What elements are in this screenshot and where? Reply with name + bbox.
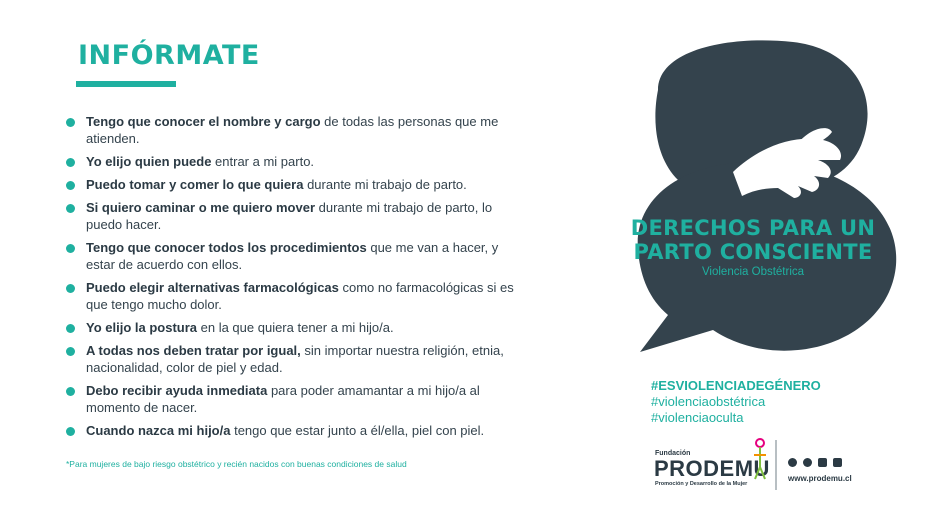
list-item bbox=[66, 423, 526, 440]
list-item bbox=[66, 240, 526, 273]
list-item bbox=[66, 343, 526, 376]
right-text: para poder amamantar a mi hijo/a al momento de nacer. bbox=[86, 383, 480, 415]
linkedin-icon[interactable] bbox=[833, 458, 842, 467]
bullet-icon bbox=[66, 158, 75, 167]
right-bold-text: Puedo tomar y comer lo que quiera bbox=[86, 177, 304, 193]
campaign-subtitle: Violencia Obstétrica bbox=[701, 266, 805, 278]
right-text: de todas las personas que me atienden. bbox=[86, 114, 499, 146]
list-item bbox=[66, 200, 526, 233]
right-text: sin importar nuestra religión, etnia, nacionalidad, color de piel y edad. bbox=[86, 343, 504, 375]
list-item bbox=[66, 154, 526, 171]
page-heading: INFÓRMATE bbox=[78, 40, 260, 71]
bullet-icon bbox=[66, 181, 75, 190]
bullet-icon bbox=[66, 118, 75, 127]
right-bold-text: A todas nos deben tratar por igual, bbox=[86, 343, 301, 359]
logo-tagline: Promoción y Desarrollo de la Mujer bbox=[655, 481, 748, 487]
list-item bbox=[66, 320, 526, 337]
right-bold-text: Tengo que conocer el nombre y cargo bbox=[86, 114, 321, 129]
right-text: en la que quiera tener a mi hijo/a. bbox=[197, 320, 394, 336]
heading-underline bbox=[76, 81, 176, 87]
website-link[interactable]: www.prodemu.cl bbox=[788, 474, 852, 483]
facebook-icon[interactable] bbox=[788, 458, 797, 467]
logo-figure-icon bbox=[752, 437, 768, 481]
right-text: durante mi trabajo de parto, lo puedo hacer. bbox=[86, 200, 493, 233]
right-bold-text: Puedo elegir alternativas farmacológicas bbox=[86, 280, 339, 296]
hashtag: #violenciaoculta bbox=[651, 410, 744, 425]
pregnant-belly-illustration bbox=[618, 30, 908, 362]
bullet-icon bbox=[66, 284, 75, 293]
hashtag: #violenciaobstétrica bbox=[651, 394, 766, 409]
bullet-icon bbox=[66, 204, 75, 213]
bullet-icon bbox=[66, 324, 75, 333]
bullet-icon bbox=[66, 387, 75, 396]
bullet-icon bbox=[66, 347, 75, 356]
right-bold-text: Tengo que conocer todos los procedimientos bbox=[86, 240, 367, 256]
logo-name: PRODEMU bbox=[654, 456, 770, 481]
right-text: que me van a hacer, y estar de acuerdo con ellos. bbox=[86, 240, 499, 272]
right-bold-text: Cuando nazca mi hijo/a bbox=[86, 423, 231, 439]
list-item bbox=[66, 177, 526, 194]
right-text: entrar a mi parto. bbox=[211, 153, 315, 169]
logo-foundation-label: Fundación bbox=[655, 450, 691, 457]
right-bold-text: Si quiero caminar o me quiero mover bbox=[86, 200, 316, 216]
right-bold-text: Debo recibir ayuda inmediata bbox=[86, 383, 268, 399]
bullet-icon bbox=[66, 427, 75, 436]
campaign-title bbox=[628, 216, 878, 264]
right-bold-text: Yo elijo quien puede bbox=[86, 153, 212, 169]
right-text: como no farmacológicas si es que tengo mucho dolor. bbox=[86, 280, 514, 312]
hashtag: #ESVIOLENCIADEGÉNERO bbox=[651, 378, 821, 393]
campaign-title-line2: PARTO CONSCIENTE bbox=[633, 240, 873, 264]
list-item bbox=[66, 114, 526, 147]
list-item bbox=[66, 383, 526, 416]
instagram-icon[interactable] bbox=[818, 458, 827, 467]
campaign-title-line1: DERECHOS PARA UN bbox=[630, 216, 876, 240]
social-icons bbox=[788, 458, 842, 467]
footnote: *Para mujeres de bajo riesgo obstétrico y recién nacidos con buenas condiciones de salud bbox=[66, 459, 407, 469]
logo-divider bbox=[775, 440, 777, 490]
twitter-icon[interactable] bbox=[803, 458, 812, 467]
rights-list bbox=[66, 114, 526, 446]
bullet-icon bbox=[66, 244, 75, 253]
hashtag-list bbox=[651, 378, 821, 426]
list-item bbox=[66, 280, 526, 313]
right-text: durante mi trabajo de parto. bbox=[303, 177, 467, 193]
right-bold-text: Yo elijo la postura bbox=[86, 320, 198, 336]
right-text: tengo que estar junto a él/ella, piel con piel. bbox=[230, 423, 485, 439]
